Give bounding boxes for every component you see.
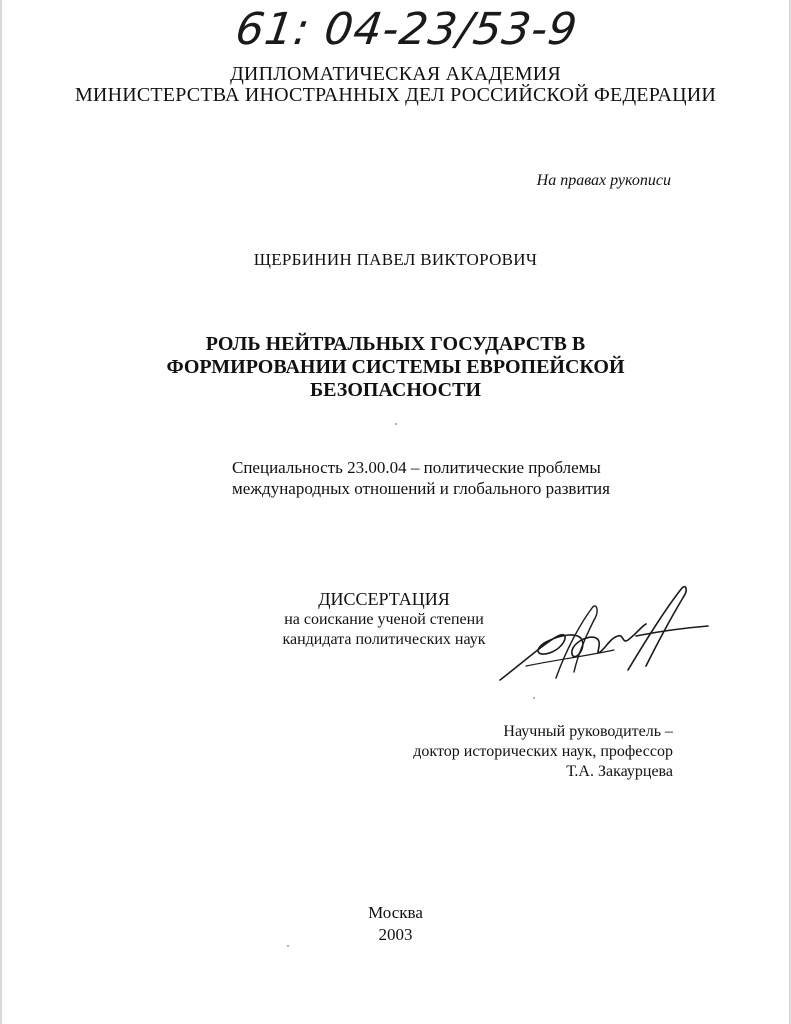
signature-image [496,580,711,685]
scan-speck [395,423,397,425]
left-scan-edge [0,0,2,1024]
advisor-line-2: доктор исторических наук, профессор [413,743,673,760]
rights-note: На правах рукописи [536,172,671,189]
scan-speck [287,945,289,947]
publication-year: 2003 [378,925,413,944]
advisor-name: Т.А. Закаурцева [566,763,673,780]
title-line-1: РОЛЬ НЕЙТРАЛЬНЫХ ГОСУДАРСТВ В [205,333,586,355]
specialty-line-1: Специальность 23.00.04 – политические проблемы [232,458,601,477]
author-name: ЩЕРБИНИН ПАВЕЛ ВИКТОРОВИЧ [253,250,538,269]
scan-speck [533,697,535,699]
institution-line-2: МИНИСТЕРСТВА ИНОСТРАННЫХ ДЕЛ РОССИЙСКОЙ ФЕДЕРАЦИИ [74,84,717,106]
advisor-line-1: Научный руководитель – [503,723,673,740]
dissertation-line-2: кандидата политических наук [282,631,486,648]
dissertation-heading: ДИССЕРТАЦИЯ [318,589,450,609]
title-line-3: БЕЗОПАСНОСТИ [309,379,482,401]
archive-code: 61: 04-23/53-9 [232,4,581,55]
title-line-2: ФОРМИРОВАНИИ СИСТЕМЫ ЕВРОПЕЙСКОЙ [166,356,625,378]
dissertation-block [264,588,504,650]
specialty-line-2: международных отношений и глобального развития [232,479,610,498]
publication-place: Москва [368,903,423,922]
institution-line-1: ДИПЛОМАТИЧЕСКАЯ АКАДЕМИЯ [230,63,561,85]
dissertation-line-1: на соискание ученой степени [284,611,484,628]
